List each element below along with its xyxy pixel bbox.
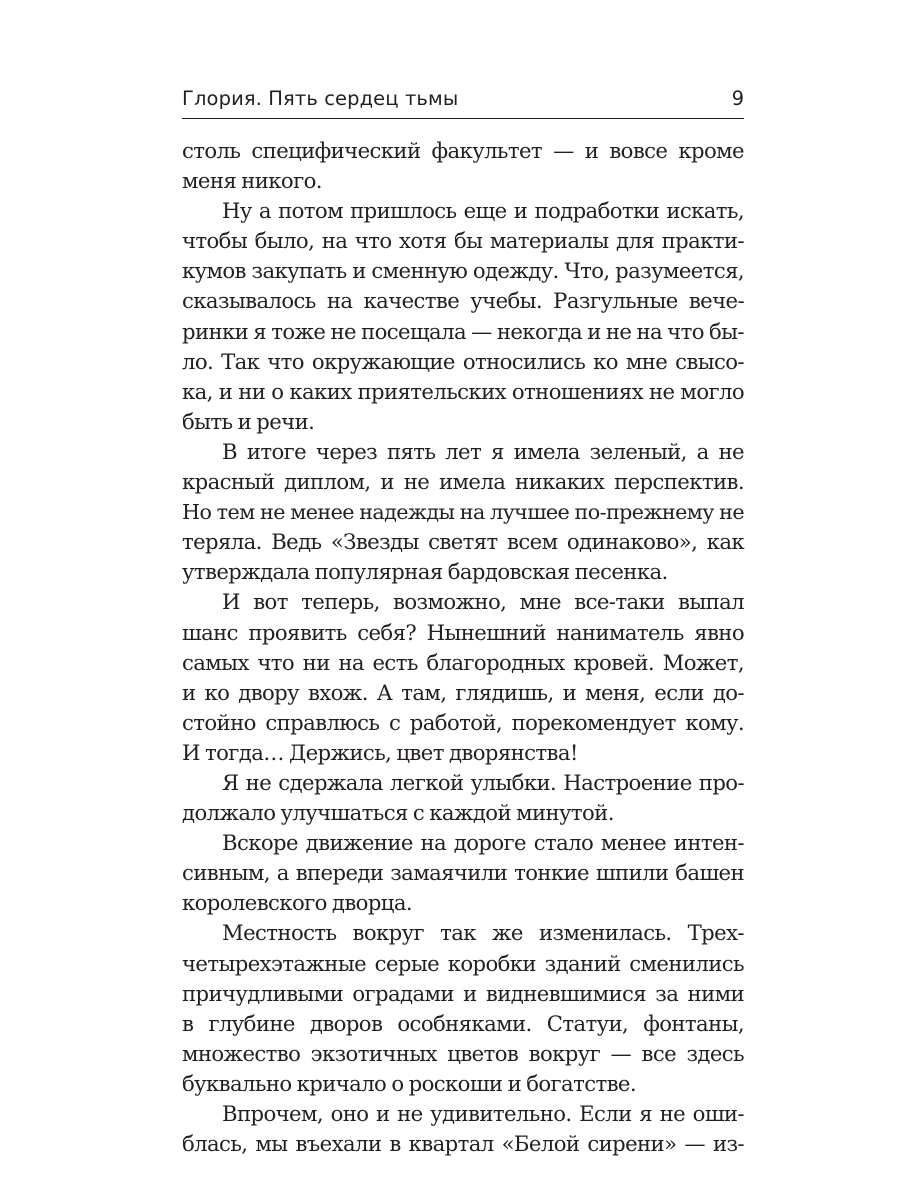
running-header bbox=[182, 84, 744, 119]
text-line: должало улучшаться с каждой минутой. bbox=[182, 800, 614, 826]
text-line: сказывалось на качестве учебы. Разгульные вече- bbox=[182, 288, 744, 314]
text-line: красный диплом, и не имела никаких перспектив. bbox=[182, 469, 744, 495]
text-line: И тогда… Держись, цвет дворянства! bbox=[182, 739, 578, 765]
text-line: стойно справлюсь с работой, порекомендует кому. bbox=[182, 709, 744, 735]
text-line: кумов закупать и сменную одежду. Что, разумеется, bbox=[182, 258, 744, 284]
text-line: сивным, а впереди замаячили тонкие шпили башен bbox=[182, 860, 744, 886]
text-line: Местность вокруг так же изменилась. Трех- bbox=[222, 920, 744, 946]
text-line: множество экзотичных цветов вокруг — все здесь bbox=[182, 1040, 744, 1066]
text-body bbox=[182, 136, 744, 1159]
text-line: буквально кричало о роскоши и богатстве. bbox=[182, 1070, 636, 1096]
text-line: столь специфический факультет — и вовсе кроме bbox=[182, 138, 744, 163]
text-line: И вот теперь, возможно, мне все-таки выпал bbox=[222, 589, 744, 615]
text-line: ринки я тоже не посещала — некогда и не на что бы- bbox=[182, 318, 744, 344]
text-line: быть и речи. bbox=[182, 408, 315, 434]
text-line: и ко двору вхож. А там, глядишь, и меня, если до- bbox=[182, 679, 744, 705]
text-line: Но тем не менее надежды на лучшее по-прежнему не bbox=[182, 500, 744, 525]
text-line: королевского дворца. bbox=[182, 890, 412, 916]
book-title: Глория. Пять сердец тьмы bbox=[182, 87, 459, 110]
text-line: меня никого. bbox=[182, 168, 322, 194]
text-line: ло. Так что окружающие относились ко мне свысо- bbox=[182, 348, 744, 374]
page-number: 9 bbox=[731, 87, 744, 110]
text-line: блась, мы въехали в квартал «Белой сирени» — из- bbox=[182, 1131, 744, 1157]
text-line: в глубине дворов особняками. Статуи, фонтаны, bbox=[182, 1010, 744, 1036]
text-line: причудливыми оградами и видневшимися за ними bbox=[182, 980, 744, 1006]
text-line: чтобы было, на что хотя бы материалы для практи- bbox=[182, 228, 744, 254]
text-line: шанс проявить себя? Нынешний наниматель явно bbox=[182, 619, 744, 645]
text-line: утверждала популярная бардовская песенка. bbox=[182, 559, 668, 585]
text-line: самых что ни на есть благородных кровей. Может, bbox=[182, 649, 744, 675]
text-line: четырехэтажные серые коробки зданий сменились bbox=[182, 950, 744, 976]
text-line: Впрочем, оно и не удивительно. Если я не оши- bbox=[222, 1101, 744, 1126]
text-line: Ну а потом пришлось еще и подработки искать, bbox=[222, 198, 744, 224]
text-line: Я не сдержала легкой улыбки. Настроение про- bbox=[222, 769, 744, 795]
text-line: Вскоре движение на дороге стало менее интен- bbox=[222, 830, 744, 856]
text-line: ка, и ни о каких приятельских отношениях не могло bbox=[182, 378, 744, 404]
text-line: теряла. Ведь «Звезды светят всем одинаково», как bbox=[182, 529, 744, 555]
text-line: В итоге через пять лет я имела зеленый, а не bbox=[222, 438, 744, 464]
